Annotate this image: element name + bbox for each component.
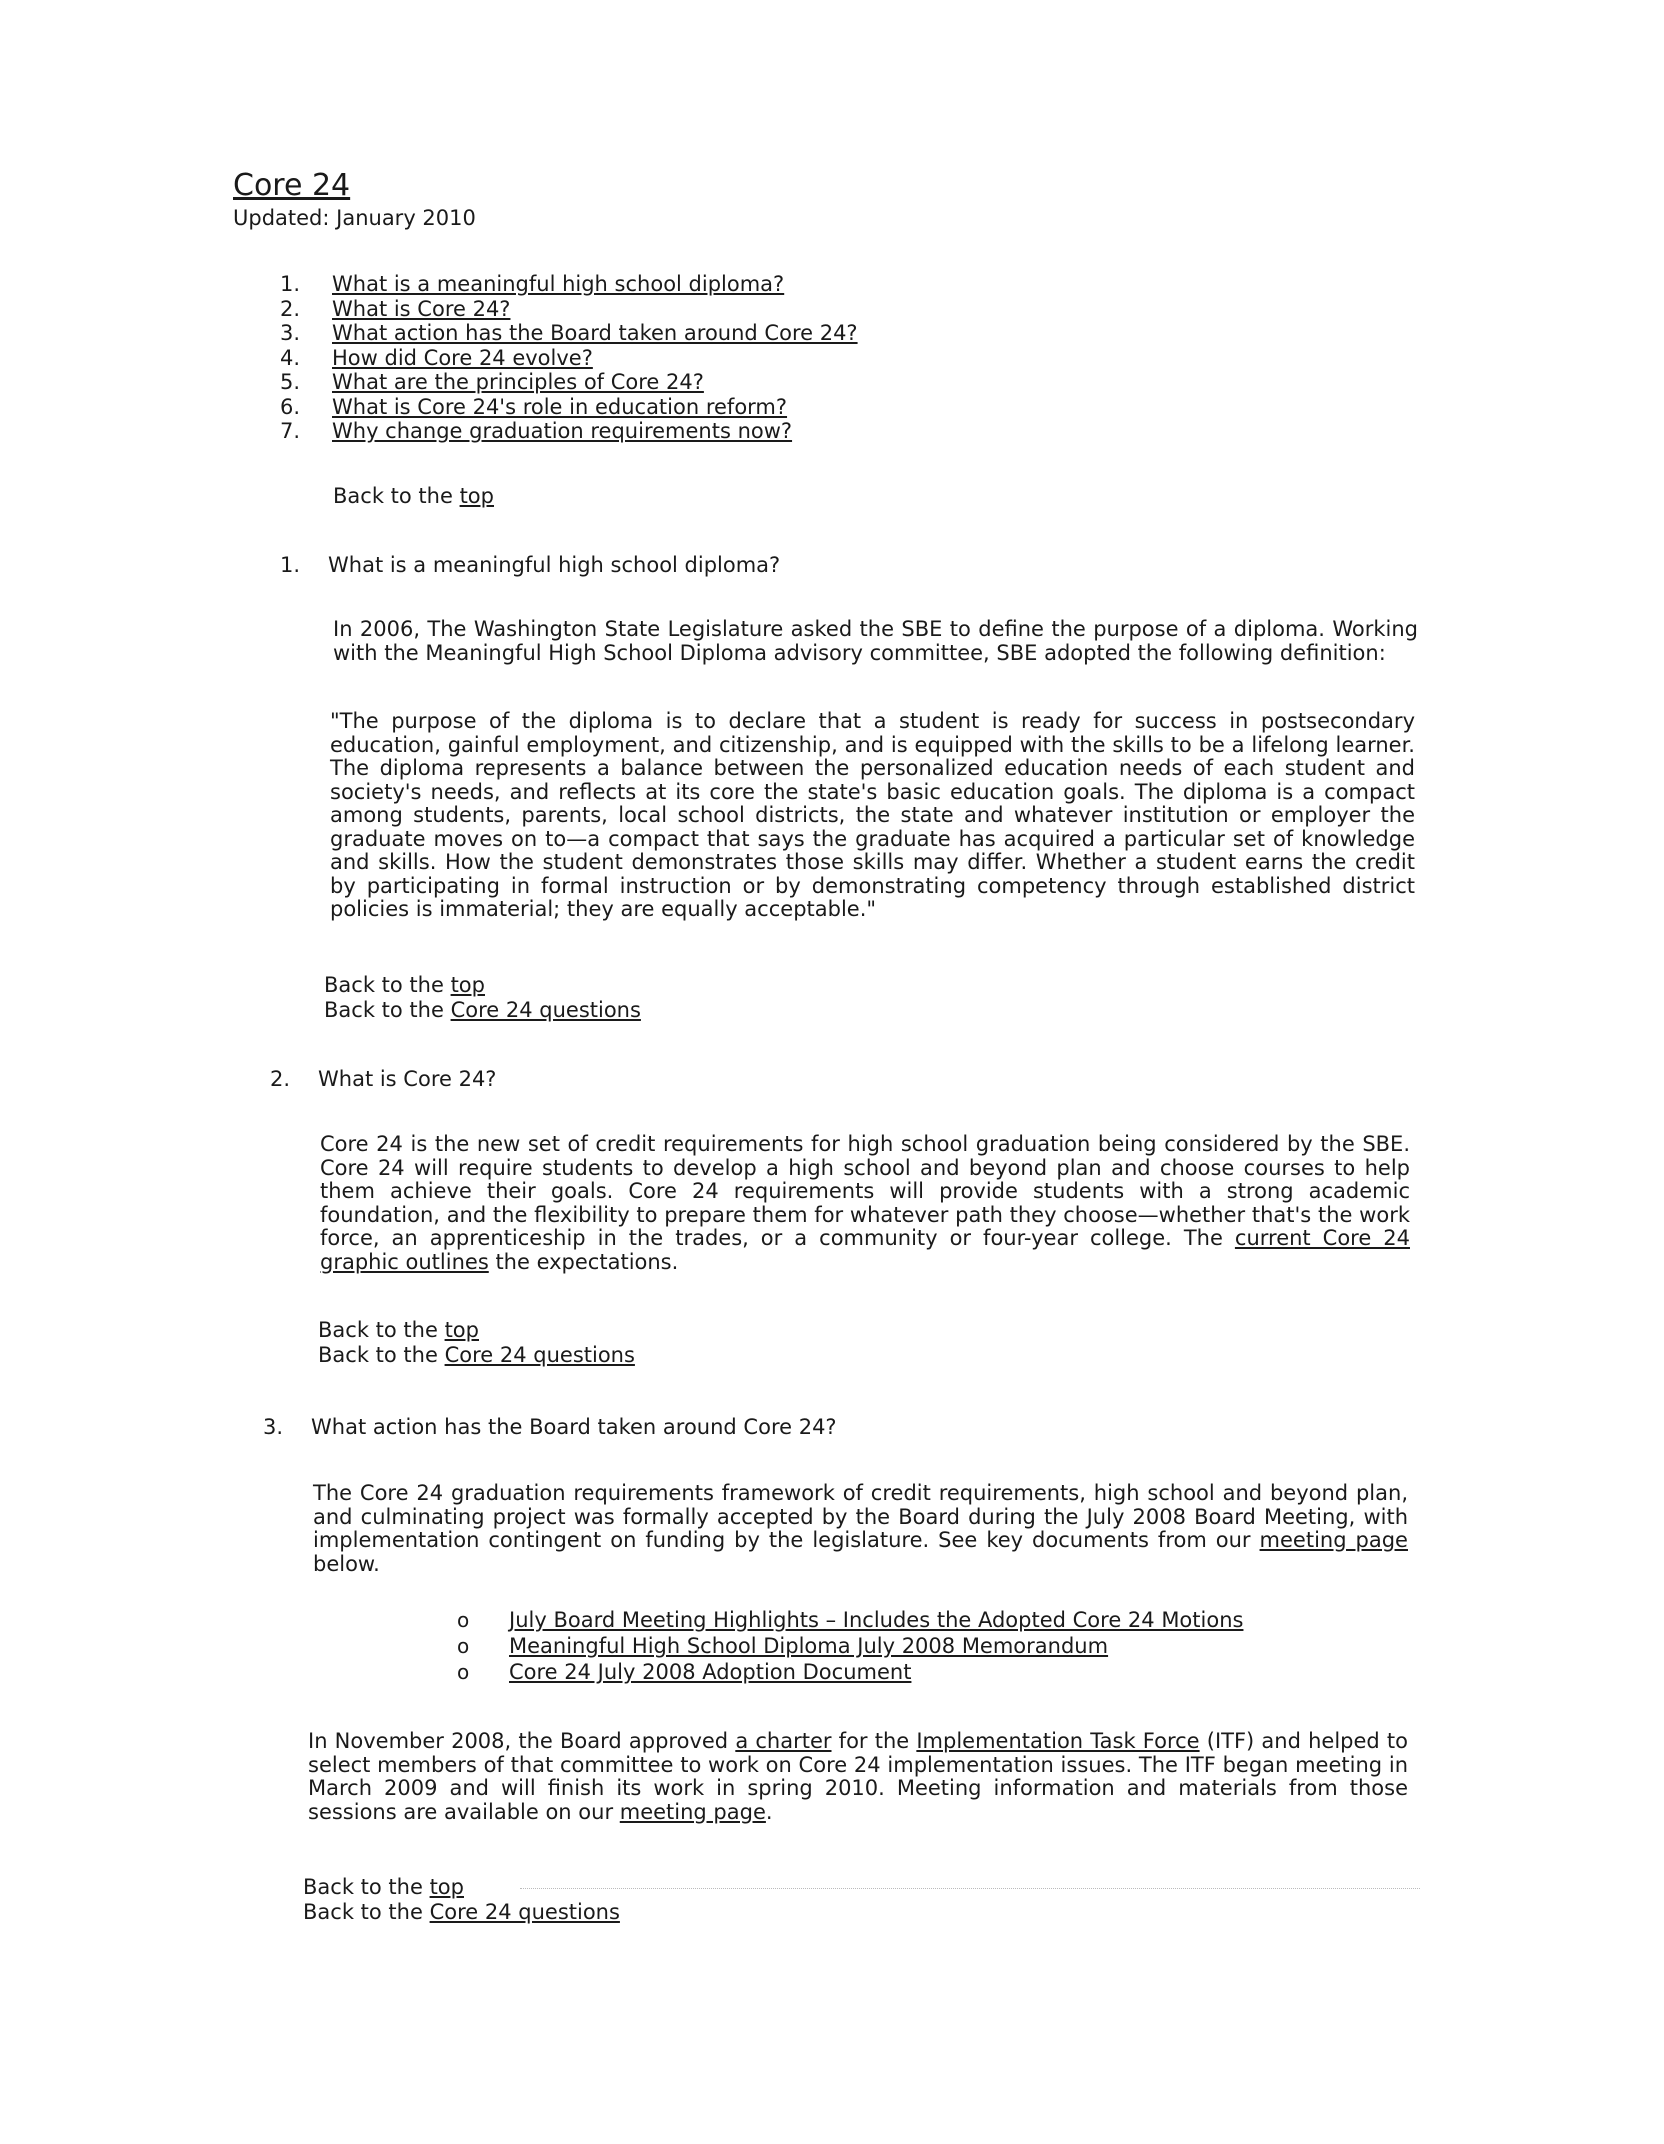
toc-item (280, 272, 858, 297)
body-text: (ITF) and helped to select members of that committee to work on Core 24 implementation issues. The ITF began meeting in March 2009 and will finish its work in spring 2010. Meeting information and materials from those sessions are available on our (308, 1729, 1408, 1824)
toc-link-evolve[interactable]: How did Core 24 evolve? (332, 345, 593, 370)
back-label: Back to the (318, 1318, 438, 1342)
section-number: 3. (263, 1415, 284, 1439)
question-list (280, 272, 858, 444)
bullet-icon: o (457, 1660, 470, 1684)
back-to-questions-link[interactable]: Core 24 questions (450, 998, 641, 1022)
core24-graphic-link[interactable]: current Core 24 graphic outlines (320, 1226, 1410, 1274)
meeting-page-link[interactable]: meeting page (619, 1799, 766, 1824)
back-label: Back to the (324, 998, 444, 1022)
toc-link-meaningful-diploma[interactable]: What is a meaningful high school diploma? (332, 272, 785, 296)
adoption-document-link[interactable]: Core 24 July 2008 Adoption Document (509, 1660, 912, 1684)
toc-item (280, 321, 858, 346)
body-text: . (765, 1799, 773, 1824)
updated-date: Updated: January 2010 (233, 206, 476, 230)
body-text: Core 24 is the new set of credit requirements for high school graduation being considered by the SBE. Core 24 will require students to develop a high school and beyond plan and choose courses to help them achieve their goals. Core 24 requirements will provide students with a strong academic foundation, and the flexibility to prepare them for whatever path they choose—whether that's the work force, an apprenticeship in the trades, or a community or four-year college. The (320, 1132, 1410, 1250)
body-text: the expectations. (488, 1249, 679, 1274)
toc-number: 6. (280, 394, 301, 419)
section-number: 1. (280, 553, 301, 577)
toc-link-why-change[interactable]: Why change graduation requirements now? (332, 419, 793, 443)
section-1-back-links (324, 973, 641, 1023)
back-to-questions-row (303, 1900, 620, 1925)
toc-number: 4. (280, 345, 301, 370)
body-text: for the (831, 1729, 917, 1753)
toc-item (280, 370, 858, 395)
section-1-intro: In 2006, The Washington State Legislature asked the SBE to define the purpose of a diploma. Working with the Meaningful High School Diploma advisory committee, SBE adopted the following definition: (333, 617, 1418, 665)
toc-link-what-is-core24[interactable]: What is Core 24? (332, 296, 511, 321)
diploma-memorandum-link[interactable]: Meaningful High School Diploma July 2008 Memorandum (509, 1634, 1109, 1658)
back-to-top-link[interactable]: top (429, 1875, 464, 1899)
back-to-questions-row (324, 998, 641, 1023)
toc-item (280, 346, 858, 371)
back-to-top-link[interactable]: top (459, 484, 494, 508)
section-number: 2. (270, 1067, 291, 1091)
list-item (457, 1634, 1243, 1660)
back-to-top-row (324, 973, 641, 998)
key-documents-list (457, 1608, 1243, 1686)
section-3-heading (263, 1415, 837, 1440)
toc-item (280, 297, 858, 322)
toc-link-reform-role[interactable]: What is Core 24's role in education reform? (332, 394, 788, 419)
list-item (457, 1660, 1243, 1686)
toc-number: 7. (280, 419, 301, 443)
back-to-questions-row (318, 1343, 635, 1368)
bullet-icon: o (457, 1634, 470, 1658)
section-3-para-1 (313, 1482, 1408, 1576)
toc-number: 2. (280, 296, 301, 321)
body-text: below. (313, 1551, 380, 1576)
toc-number: 1. (280, 272, 301, 296)
toc-item (280, 395, 858, 420)
section-2-body (320, 1133, 1410, 1274)
toc-number: 3. (280, 321, 301, 345)
back-label: Back to the (318, 1343, 438, 1367)
back-label: Back to the (333, 484, 453, 508)
section-2-back-links (318, 1318, 635, 1368)
toc-link-board-action[interactable]: What action has the Board taken around Core 24? (332, 321, 858, 345)
section-question: What is Core 24? (318, 1067, 497, 1091)
body-text: The Core 24 graduation requirements framework of credit requirements, high school and beyond plan, and culminating project was formally accepted by the Board during the July 2008 Board Meeting, with implementation contingent on funding by the legislature. See key documents from our (313, 1481, 1408, 1552)
scan-artifact-line (520, 1888, 1420, 1889)
section-2-heading (270, 1067, 496, 1092)
itf-link[interactable]: Implementation Task Force (916, 1729, 1200, 1753)
back-label: Back to the (303, 1875, 423, 1899)
section-question: What action has the Board taken around Core 24? (311, 1415, 837, 1439)
toc-number: 5. (280, 370, 301, 394)
back-label: Back to the (324, 973, 444, 997)
meeting-page-link[interactable]: meeting page (1259, 1528, 1408, 1552)
section-3-para-2 (308, 1730, 1408, 1824)
section-3-back-links (303, 1875, 620, 1925)
section-question: What is a meaningful high school diploma? (328, 553, 781, 577)
section-1-quote: "The purpose of the diploma is to declare that a student is ready for success in postsecondary education, gainful employment, and citizenship, and is equipped with the skills to be a lifelong learner. The diploma represents a balance between the personalized education needs of each student and society's needs, and reflects at its core the state's basic education goals. The diploma is a compact among students, parents, local school districts, the state and whatever institution or employer the graduate moves on to—a compact that says the graduate has acquired a particular set of knowledge and skills. How the student demonstrates those skills may differ. Whether a student earns the credit by participating in formal instruction or by demonstrating competency through established district policies is immaterial; they are equally acceptable." (330, 709, 1415, 921)
body-text: In November 2008, the Board approved (308, 1729, 736, 1753)
bullet-icon: o (457, 1608, 470, 1632)
back-label: Back to the (303, 1900, 423, 1924)
toc-item (280, 419, 858, 444)
back-to-top-row (318, 1318, 635, 1343)
page-title: Core 24 (233, 168, 351, 203)
back-to-questions-link[interactable]: Core 24 questions (429, 1900, 620, 1924)
back-to-top-link[interactable]: top (450, 973, 485, 997)
section-1-heading (280, 553, 780, 578)
charter-link[interactable]: a charter (735, 1729, 832, 1753)
back-to-questions-link[interactable]: Core 24 questions (444, 1343, 635, 1367)
list-item (457, 1608, 1243, 1634)
back-to-top-row (333, 484, 494, 509)
back-to-top-link[interactable]: top (444, 1318, 479, 1342)
july-highlights-link[interactable]: July Board Meeting Highlights – Includes the Adopted Core 24 Motions (509, 1608, 1244, 1632)
toc-link-principles[interactable]: What are the principles of Core 24? (332, 370, 704, 394)
